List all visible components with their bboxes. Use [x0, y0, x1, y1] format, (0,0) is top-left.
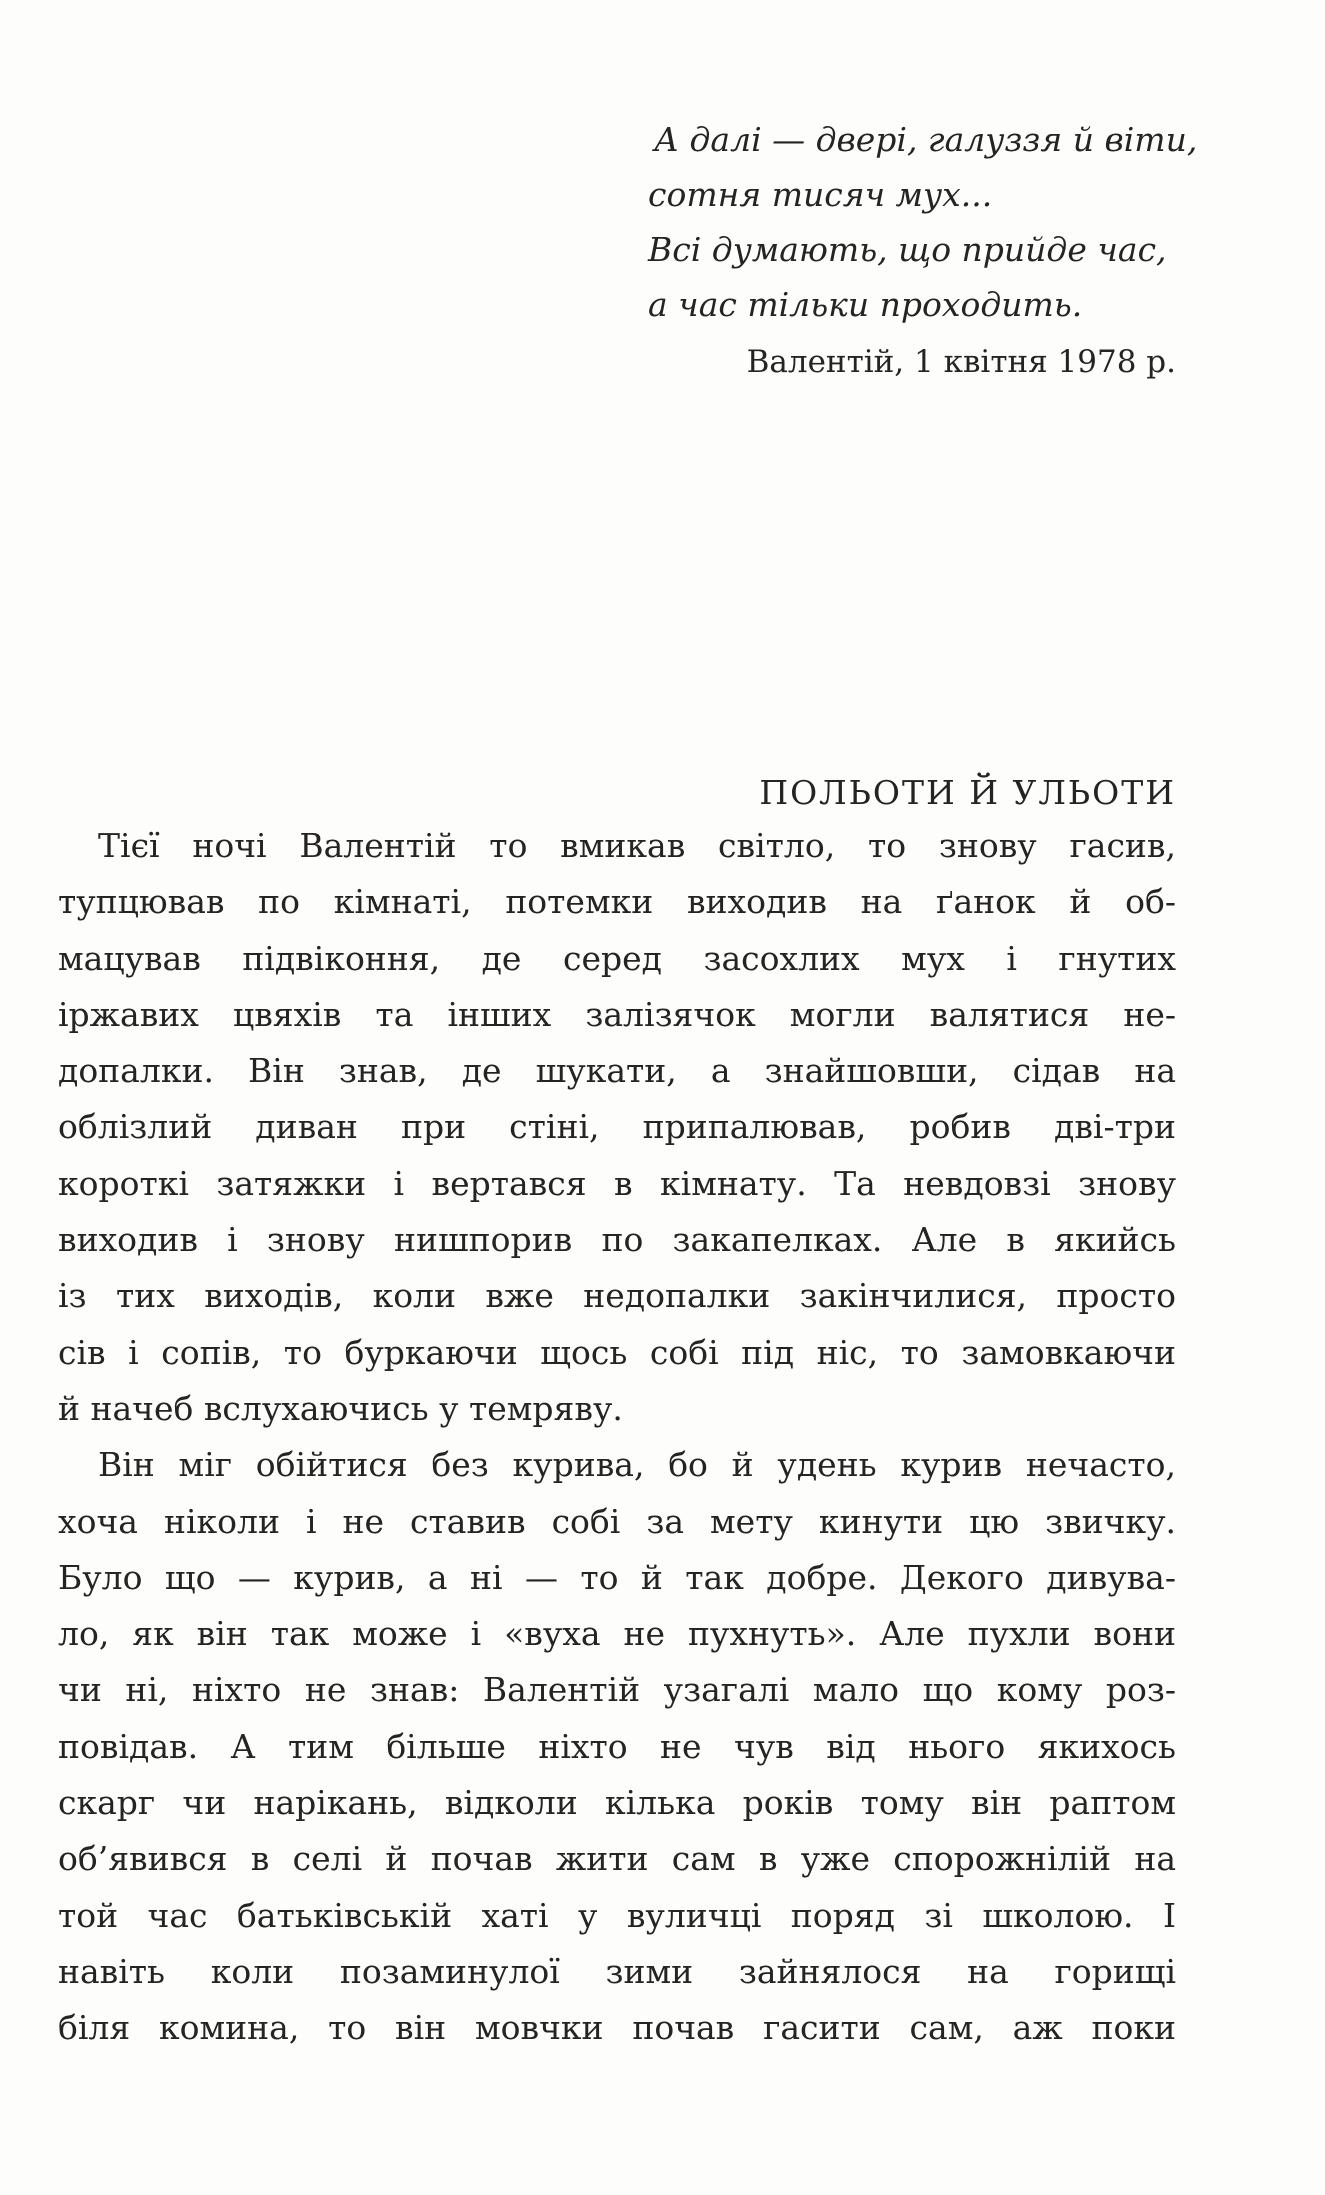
text-line: допалки. Він знав, де шукати, а знайшовши, сідав на — [58, 1051, 1176, 1091]
text-line: Він міг обійтися без курива, бо й удень курив нечасто, — [98, 1445, 1176, 1485]
text-line: виходив і знову нишпорив по закапелках. Але в якийсь — [58, 1220, 1176, 1260]
text-line: чи ні, ніхто не знав: Валентій узагалі мало що кому роз- — [58, 1670, 1176, 1710]
text-line: той час батьківській хаті у вуличці поряд зі школою. І — [58, 1895, 1176, 1935]
text-line: іржавих цвяхів та інших залізячок могли валятися не- — [58, 994, 1176, 1034]
text-line: повідав. А тим більше ніхто не чув від нього якихось — [58, 1726, 1176, 1766]
text-line: короткі затяжки і вертався в кімнату. Та невдовзі знову — [58, 1163, 1176, 1203]
text-line: облізлий диван при стіні, припалював, робив дві-три — [58, 1107, 1176, 1147]
text-line: хоча ніколи і не ставив собі за мету кинути цю звичку. — [58, 1501, 1176, 1541]
epigraph — [648, 112, 1208, 392]
text-line: із тих виходів, коли вже недопалки закінчилися, просто — [58, 1276, 1176, 1316]
text-line: ло, як він так може і «вуха не пухнуть». Але пухли вони — [58, 1614, 1176, 1654]
text-line: й начеб вслухаючись у темряву. — [58, 1388, 623, 1428]
text-line: мацував підвіконня, де серед засохлих мух і гнутих — [58, 938, 1176, 978]
epigraph-signature: Валентій, 1 квітня 1978 р. — [746, 344, 1176, 380]
text-line: навіть коли позаминулої зими зайнялося на горищі — [58, 1951, 1176, 1991]
body-text — [58, 818, 1176, 2057]
text-line: об’явився в селі й почав жити сам в уже спорожнілій на — [58, 1839, 1176, 1879]
epigraph-line: Всі думають, що прийде час, — [648, 230, 1167, 269]
text-line: Тієї ночі Валентій то вмикав світло, то знову гасив, — [98, 826, 1176, 865]
text-line: тупцював по кімнаті, потемки виходив на ґанок й об- — [58, 882, 1176, 922]
text-line: сів і сопів, то буркаючи щось собі під ніс, то замовкаючи — [58, 1332, 1176, 1372]
epigraph-line: сотня тисяч мух... — [648, 175, 993, 214]
chapter-title: ПОЛЬОТИ Й УЛЬОТИ — [759, 773, 1176, 812]
text-line: біля комина, то він мовчки почав гасити сам, аж поки — [58, 2008, 1176, 2048]
text-line: Було що — курив, а ні — то й так добре. Декого дивува- — [58, 1557, 1176, 1597]
epigraph-line: А далі — двері, галуззя й віти, — [654, 120, 1198, 159]
epigraph-line: а час тільки проходить. — [648, 285, 1083, 324]
text-line: скарг чи нарікань, відколи кілька років тому він раптом — [58, 1783, 1176, 1823]
